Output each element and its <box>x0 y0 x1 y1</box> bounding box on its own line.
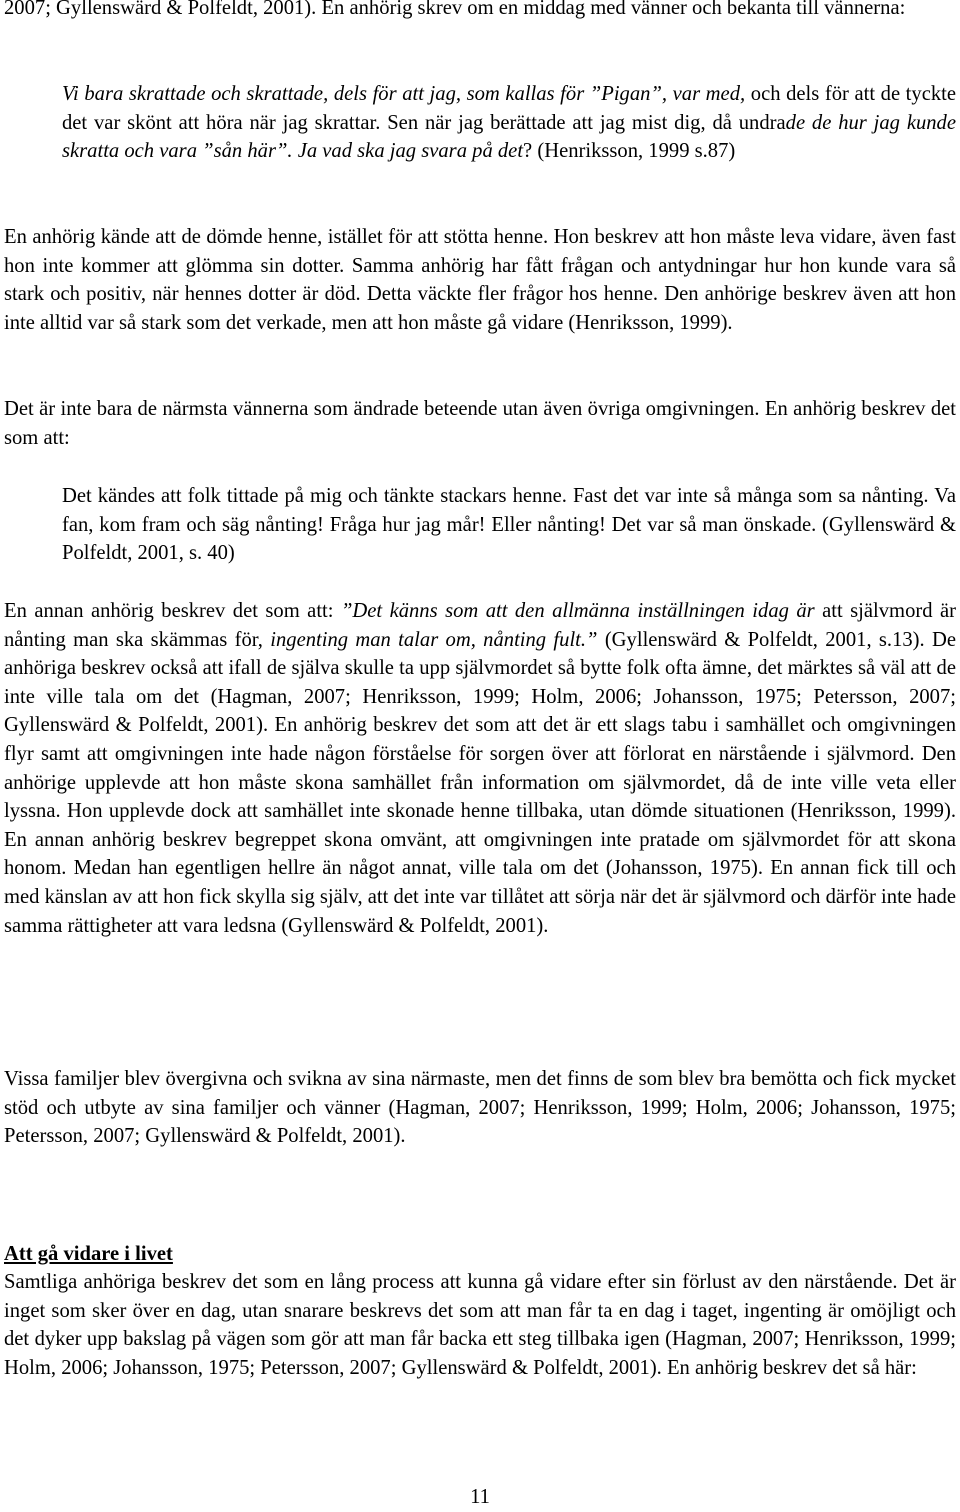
page-number: 11 <box>470 1486 490 1508</box>
families-paragraph: Vissa familjer blev övergivna och svikna av sina närmaste, men det finns de som blev bra bemötta och fick mycket stöd och utbyte av sina familjer och vänner (Hagman, 2007; Henriksson, 1999; Holm, 2006; Johansson, 1975; Petersson, 2007; Gyllenswärd & Polfeldt, 2001). <box>4 1068 956 1148</box>
surroundings-paragraph: Det är inte bara de närmsta vännerna som ändrade beteende utan även övriga omgivningen. En anhörig beskrev det som att: <box>4 398 956 449</box>
quote-laughing <box>62 80 956 166</box>
taboo-quote-part-2: att självmord är nånting man ska skämmas för, <box>4 600 956 651</box>
quote-laughing-citation: ? (Henriksson, 1999 s.87) <box>523 140 736 163</box>
quote-laughing-part-a: Vi bara skrattade och skrattade, dels för att jag, som kallas för ”Pigan”, var med, <box>62 83 746 105</box>
taboo-lead: En annan anhörig beskrev det som att: <box>4 600 341 622</box>
quote-laughing-part-c: de de hur jag kunde skratta och vara ”sån här”. Ja vad ska jag svara på det <box>62 111 956 163</box>
judged-paragraph: En anhörig kände att de dömde henne, istället för att stötta henne. Hon beskrev att hon måste leva vidare, även fast hon inte kommer att glömma sin dotter. Samma anhörig har fått frågan och antydningar hur hon kunde vara så stark och positiv, när hennes dotter är död. Detta väckte fler frågor hos henne. Den anhörige beskrev även att hon inte alltid var så stark som det verkade, men att hon måste gå vidare (Henriksson, 1999). <box>4 226 956 334</box>
quote-people-looked: Det kändes att folk tittade på mig och tänkte stackars henne. Fast det var inte så många som sa nånting. Va fan, kom fram och säg nånting! Fråga hur jag mår! Eller nånting! Det var så man önskade. (Gyllenswärd & Polfeldt, 2001, s. 40) <box>62 485 956 565</box>
intro-paragraph: 2007; Gyllenswärd & Polfeldt, 2001). En anhörig skrev om en middag med vänner och bekanta till vännerna: <box>4 0 906 19</box>
taboo-rest: (Gyllenswärd & Polfeldt, 2001, s.13). De anhöriga beskrev också att ifall de själva skulle ta upp självmordet så bytte folk ofta ämne, det märktes så väl att de inte ville tala om det (Hagman, 2007; Henriksson, 1999; Holm, 2006; Johansson, 1975; Petersson, 2007; Gyllenswärd & Polfeldt, 2001). En anhörig beskrev det som att det är ett slags tabu i samhället och omgivningen flyr samt att omgivningen inte hade någon förståelse för sorgen över att förlorat en närstående i självmord. Den anhörige upplevde att hon måste skona samhället från information om självmordet, då de inte ville veta eller lyssna. Hon upplevde dock att samhället inte skonade henne tillbaka, utan dömde situationen (Henriksson, 1999). En annan anhörig beskrev begreppet skona omvänt, att omgivningen inte pratade om självmordet för att skona honom. Medan han egentligen hellre än något annat, ville tala om det (Johansson, 1975). En annan fick till och med känslan av att hon fick skylla sig själv, att det inte var tillåtet att sörja när det är självmord och därför inte hade samma rättigheter att vara ledsna (Gyllenswärd & Polfeldt, 2001). <box>4 628 957 937</box>
section-body-paragraph: Samtliga anhöriga beskrev det som en lång process att kunna gå vidare efter sin förlust av den närstående. Det är inget som sker över en dag, utan snarare beskrevs det som att man får ta en dag i taget, ingenting är omöjligt och det dyker upp bakslag på vägen som gör att man får backa ett steg tillbaka igen (Hagman, 2007; Henriksson, 1999; Holm, 2006; Johansson, 1975; Petersson, 2007; Gyllenswärd & Polfeldt, 2001). En anhörig beskrev det så här: <box>4 1271 956 1379</box>
taboo-quote-part-3: ingenting man talar om, nånting fult.” <box>270 628 598 651</box>
taboo-paragraph <box>4 597 956 940</box>
section-heading: Att gå vidare i livet <box>4 1243 173 1265</box>
taboo-quote-part-1: ”Det känns som att den allmänna inställningen idag är <box>340 600 815 622</box>
quote-laughing-part-b: och dels för att de tyckte det var skönt att höra när jag skrattar. Sen när jag berättade att jag mist dig, då undra <box>62 83 956 134</box>
